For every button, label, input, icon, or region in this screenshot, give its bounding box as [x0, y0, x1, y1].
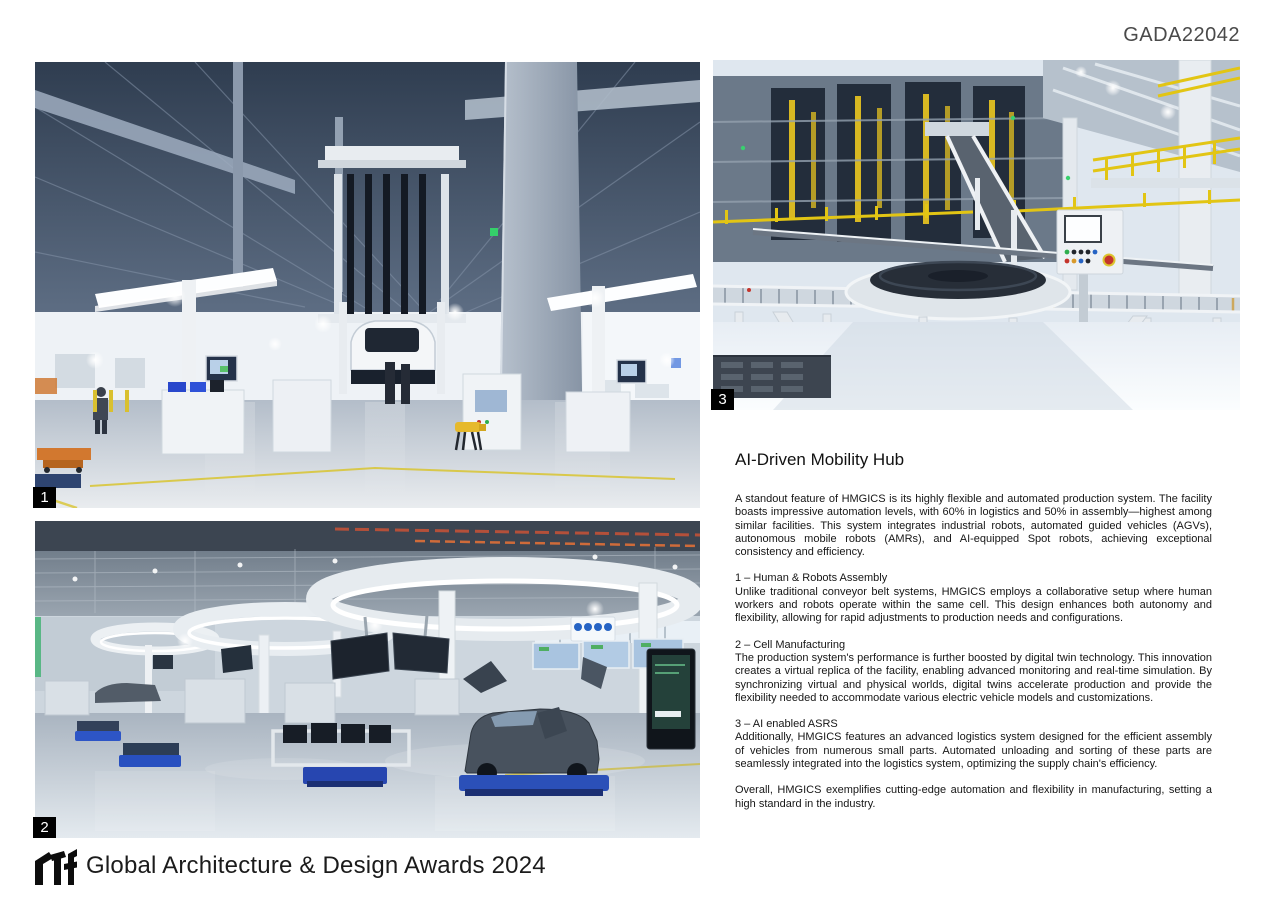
figure-2-label: 2: [33, 817, 56, 838]
section-3-heading: 3 – AI enabled ASRS: [735, 718, 838, 731]
article-title: AI-Driven Mobility Hub: [735, 450, 905, 469]
figure-3: [713, 60, 1240, 410]
article: [735, 450, 1212, 811]
footer: [33, 845, 546, 887]
figure-3-label: 3: [711, 389, 734, 410]
article-intro: A standout feature of HMGICS is its highly flexible and automated production system. The facility boasts impressive automation levels, with 60% in logistics and 50% in assembly—highest among similar facilities. This system integrates industrial robots, automated guided vehicles (AGVs), autonomous mobile robots (AMRs), and AI-equipped Spot robots, achieving exceptional consistency and efficiency.: [735, 493, 1212, 559]
award-title: Global Architecture & Design Awards 2024: [86, 852, 546, 879]
section-1-heading: 1 – Human & Robots Assembly: [735, 572, 888, 585]
human-robots-assembly-photo: [35, 62, 700, 508]
section-1-body: Unlike traditional conveyor belt systems, HMGICS employs a collaborative setup where human workers and robots operate within the same cell. This design enhances both autonomy and flexibility, allowing for rapid adjustments to production needs and configurations.: [735, 585, 1212, 625]
rtf-logo: [33, 845, 77, 887]
figure-1-label: 1: [33, 487, 56, 508]
cell-manufacturing-photo: [35, 521, 700, 838]
figure-1: [35, 62, 700, 508]
article-outro: Overall, HMGICS exemplifies cutting-edge automation and flexibility in manufacturing, setting a high standard in the industry.: [735, 784, 1212, 810]
section-2-heading: 2 – Cell Manufacturing: [735, 638, 846, 651]
section-2-body: The production system's performance is further boosted by digital twin technology. This innovation creates a virtual replica of the facility, enabling advanced monitoring and real-time simulation. By synchronizing virtual and physical worlds, digital twins accelerate production and provide the flexibility needed to accommodate various electric vehicle models and customizations.: [735, 651, 1212, 704]
section-3-body: Additionally, HMGICS features an advanced logistics system designed for the efficient assembly of vehicles from numerous small parts. Automated unloading and sorting of these parts are seamlessly integrated into the logistics system, optimizing the supply chain's efficiency.: [735, 731, 1212, 771]
entry-code: GADA22042: [1123, 24, 1240, 46]
figure-2: [35, 521, 700, 838]
ai-enabled-asrs-photo: [713, 60, 1240, 410]
